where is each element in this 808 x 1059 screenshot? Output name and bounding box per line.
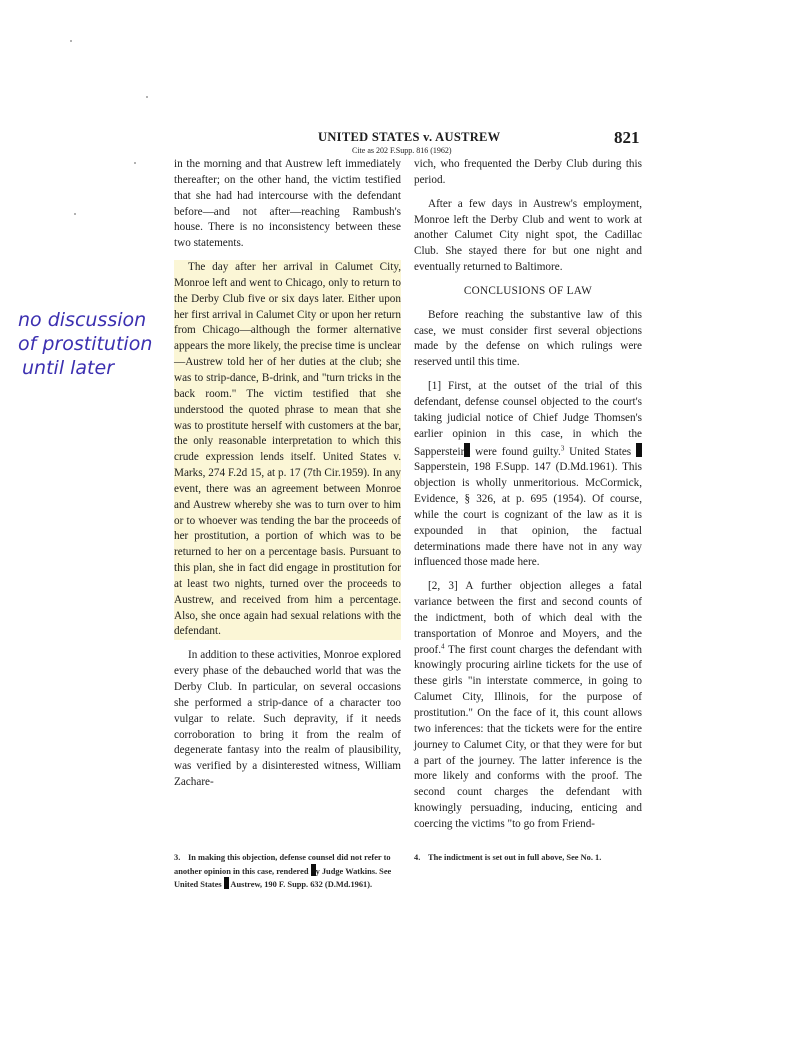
paragraph-text: [1] First, at the outset of the trial of this defendant, defense counsel objected to the court's taking judicial notice of Chief Judge Thomsen's earlier opinion in this case, in which the Sappersteir	[414, 380, 642, 458]
handwritten-margin-note	[16, 306, 176, 378]
footnote-text: The indictment is set out in full above, See No. 1.	[428, 853, 602, 862]
highlighted-paragraph: The day after her arrival in Calumet City, Monroe left and went to Chicago, only to return to the Derby Club five or six days later. Either upon her first arrival in Calumet City or upon her return from Chicago—although the former alternative appears the more likely, the precise time is unclear—Austrew told her of her duties at the club; she was to strip-dance, B-drink, and "turn tricks in the back room." The victim testified that she understood the quoted phrase to mean that she was to prostitute herself with customers at the bar, the only reasonable interpretation to which this crude expression lends itself. United States v. Marks, 274 F.2d 15, at p. 17 (7th Cir.1959). In any event, there was an agreement between Monroe and Austrew whereby she was to turn over to him or to whoever was tending the bar the proceeds of her prostitution, a portion of which was to be returned to her on a percentage basis. Pursuant to this plan, she in fact did engage in prostitution for at least two nights, turned over the proceeds to Austrew, and received from him a percentage. Also, she once again had sexual relations with the defendant.	[174, 260, 401, 640]
footnote-4	[414, 852, 634, 864]
paragraph-text: The first count charges the defendant with knowingly procuring airline tickets for the use of these girls "in interstate commerce, in going to Calumet City, Illinois, for the purpose of prostitution." On the face of it, this count allows two inferences: that the tickets were for the entire journey to Calumet City, or that they were for but a part of the journey. The latter inference is the more likely and conforms with the proof. The second count charges the defendant with knowingly persuading, inducing, enticing and coercing the victims "to go from Friend-	[414, 643, 642, 830]
paragraph	[414, 379, 642, 571]
footnote-number: 3.	[174, 853, 181, 862]
running-head-title: UNITED STATES v. AUSTREW	[318, 130, 501, 144]
footnote-ref: 3	[560, 443, 565, 452]
running-head-citation: Cite as 202 F.Supp. 816 (1962)	[352, 146, 452, 155]
footnote-text: y Judge Watkins. See United States	[174, 866, 392, 889]
footnote-3	[174, 852, 394, 891]
handwritten-line-1: no discussion	[18, 309, 147, 331]
paragraph: In addition to these activities, Monroe explored every phase of the debauched world that was the Derby Club. In particular, on several occasions she performed a strip-dance of a character too vulgar to relate. Such depravity, if it needs corroboration to bring it from the realm of degenerate fantasy into the realm of plausibility, was verified by a disinterested witness, William Zachare-	[174, 649, 401, 789]
right-column	[414, 157, 642, 833]
footnote-ref: 4	[441, 641, 445, 650]
paragraph-text: [2, 3] A further objection alleges a fatal variance between the first and second counts of the indictment, both of which deal with the transportation of Monroe and Moyers, and the proof.	[414, 580, 642, 656]
footnote-text: In making this objection, defense counsel did not refer to another opinion in this case, rendered	[174, 853, 391, 876]
scan-speck	[146, 96, 148, 98]
paragraph: in the morning and that Austrew left immediately thereafter; on the other hand, the victim testified that she had had intercourse with the defendant before—and not after—reaching Rambush's house. There is no inconsistency between these two statements.	[174, 158, 401, 250]
paragraph-text: were found guilty.	[470, 445, 561, 458]
handwritten-line-2: of prostitution	[18, 333, 153, 355]
footnote-text: Austrew, 190 F. Supp. 632 (D.Md.1961).	[228, 880, 373, 889]
paragraph	[414, 579, 642, 833]
paragraph: Before reaching the substantive law of this case, we must consider first several objections made by the defense on which rulings were reserved until this time.	[414, 308, 642, 369]
paragraph-text: United States	[564, 445, 636, 458]
paragraph: vich, who frequented the Derby Club during this period.	[414, 158, 642, 186]
scan-speck	[70, 40, 72, 42]
redaction-mark	[636, 443, 642, 457]
page-number: 821	[614, 128, 640, 147]
footnote-number: 4.	[414, 853, 421, 862]
handwritten-line-3: until later	[22, 357, 115, 378]
paragraph: After a few days in Austrew's employment, Monroe left the Derby Club and went to work at another Calumet City night spot, the Cadillac Club. She stayed there for but one night and eventually returned to Baltimore.	[414, 197, 642, 274]
scan-speck	[74, 213, 76, 215]
paragraph-text: Sapperstein, 198 F.Supp. 147 (D.Md.1961). This objection is wholly unmeritorious. McCormick, Evidence, § 326, at p. 695 (1954). Of course, while the court is cognizant of the law as it is expounded in that opinion, the factual determinations made there have not in any way influenced those made here.	[414, 461, 642, 569]
scan-speck	[134, 162, 136, 164]
left-column	[174, 157, 401, 791]
section-heading: CONCLUSIONS OF LAW	[463, 284, 593, 297]
